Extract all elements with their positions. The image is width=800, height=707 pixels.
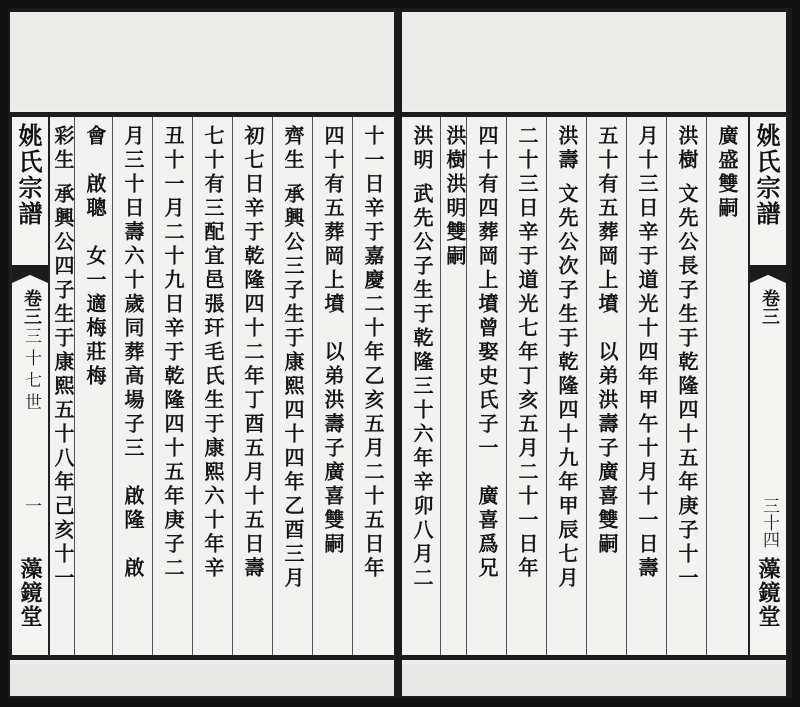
column-text: 承興公三子生于康熙四十四年乙酉三月 [281, 183, 305, 591]
text-column [442, 125, 468, 647]
person-name: 洪樹 [675, 125, 699, 173]
column-text: 文先公次子生于乾隆四十九年甲辰七月 [555, 183, 579, 591]
text-column [234, 125, 272, 647]
spine-hall-name: 藻鏡堂 [17, 557, 43, 629]
column-text: 文先公長子生于乾隆四十五年庚子十一 [675, 183, 699, 591]
column-divider [626, 117, 627, 655]
column-divider [352, 117, 353, 655]
column-divider [192, 117, 193, 655]
text-column [468, 125, 506, 647]
column-divider [272, 117, 273, 655]
bottom-margin [10, 664, 394, 696]
text-column [588, 125, 626, 647]
person-name: 彩生 [51, 125, 75, 173]
text-frame [10, 112, 394, 660]
spine-hall-name: 藻鏡堂 [755, 557, 781, 629]
text-column [404, 125, 440, 647]
text-column [50, 125, 76, 647]
text-column [668, 125, 706, 647]
column-text: 七十有三配宜邑張玕毛氏生于康熙六十年辛 [201, 125, 225, 581]
column-divider [232, 117, 233, 655]
column-text: 二十三日辛于道光七年丁亥五月二十一日年 [515, 125, 539, 581]
text-frame [402, 112, 786, 660]
spine-page-number: 三十四 [759, 497, 779, 548]
column-text: 四十有四葬岡上墳曾娶史氏子一 廣喜爲兄 [475, 125, 499, 581]
text-column [114, 125, 152, 647]
column-divider [666, 117, 667, 655]
text-column [708, 125, 746, 647]
spine-volume: 卷三 [759, 289, 780, 325]
bottom-margin [402, 664, 786, 696]
column-text: 廣盛雙嗣 [715, 125, 739, 221]
text-column [628, 125, 666, 647]
fish-tail-mark-icon [750, 265, 786, 283]
column-divider [706, 117, 707, 655]
top-margin [402, 12, 786, 108]
person-name: 洪明 [410, 125, 434, 173]
person-name: 齊生 [281, 125, 305, 173]
person-name: 洪壽 [555, 125, 579, 173]
fish-tail-mark-icon [12, 265, 48, 283]
top-margin [10, 12, 394, 108]
column-text: 會 啟聰 女一適梅莊梅 [83, 125, 107, 389]
text-column [314, 125, 352, 647]
left-page [10, 12, 394, 696]
column-text: 四十有五葬岡上墳 以弟洪壽子廣喜雙嗣 [321, 125, 345, 557]
right-page [402, 12, 786, 696]
text-column [154, 125, 192, 647]
text-column [508, 125, 546, 647]
column-divider [546, 117, 547, 655]
column-text: 承興公四子生于康熙五十八年己亥十一 [51, 183, 75, 591]
column-text: 洪樹洪明雙嗣 [443, 125, 467, 269]
column-divider [586, 117, 587, 655]
column-text: 丑十一月二十九日辛于乾隆四十五年庚子二 [161, 125, 185, 581]
column-divider [506, 117, 507, 655]
book-spread [8, 8, 792, 698]
column-divider [312, 117, 313, 655]
text-column [354, 125, 392, 647]
column-text: 月十三日辛于道光十四年甲午十月十一日壽 [635, 125, 659, 581]
text-column [194, 125, 232, 647]
spine-page-number: 一 [21, 497, 41, 514]
column-divider [440, 117, 441, 655]
spine-title: 姚氏宗譜 [14, 123, 43, 227]
column-text: 初七日辛于乾隆四十二年丁酉五月十五日壽 [241, 125, 265, 581]
spine-column [10, 117, 50, 655]
column-divider [152, 117, 153, 655]
spine-generation: 三十七世 [21, 327, 41, 415]
column-text: 五十有五葬岡上墳 以弟洪壽子廣喜雙嗣 [595, 125, 619, 557]
text-column [76, 125, 114, 647]
column-text: 十一日辛于嘉慶二十年乙亥五月二十五日年 [361, 125, 385, 581]
column-text: 武先公子生于乾隆三十六年辛卯八月二 [410, 183, 434, 591]
spine-title: 姚氏宗譜 [752, 123, 781, 227]
spine-column [748, 117, 786, 655]
spine-volume: 卷三 [21, 289, 42, 325]
column-text: 月三十日壽六十歲同葬高場子三 啟隆 啟 [121, 125, 145, 581]
text-column [274, 125, 312, 647]
text-column [548, 125, 586, 647]
